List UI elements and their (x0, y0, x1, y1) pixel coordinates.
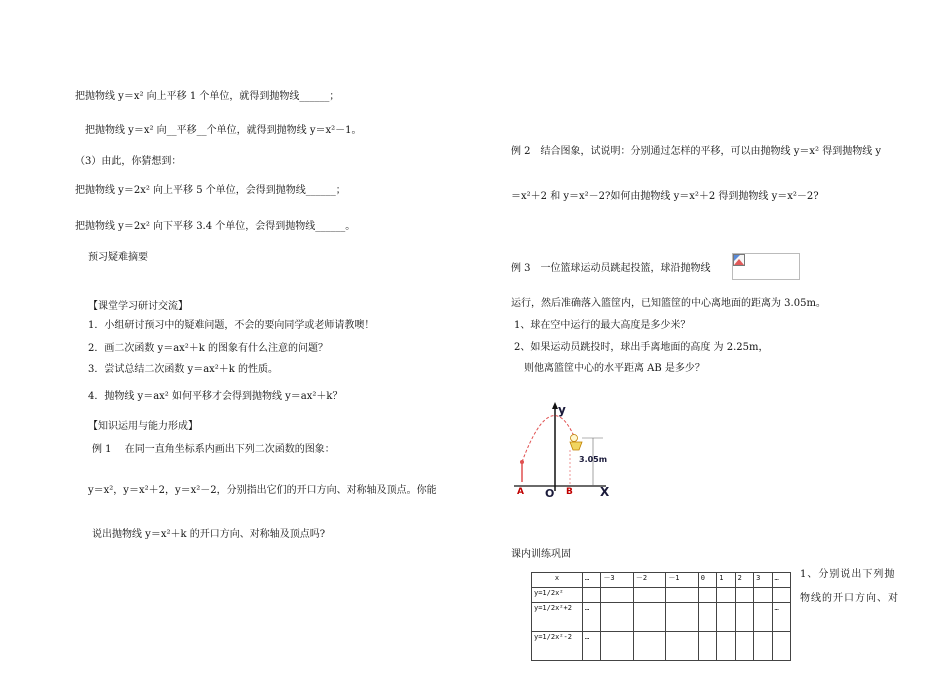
table-cell (666, 603, 698, 632)
y-axis-label: y (558, 403, 566, 417)
section-knowledge-apply: 【知识运用与能力形成】 (88, 421, 198, 432)
table-cell (601, 588, 633, 603)
example-3-line-2: 运行，然后准确落入篮筐内，已知篮筐的中心离地面的距离为 3.05m。 (511, 298, 826, 309)
example-1-tail: 说出抛物线 y＝x²＋k 的开口方向、对称轴及顶点吗? (92, 529, 326, 540)
example-1-body: y＝x²，y＝x²＋2，y＝x²－2，分别指出它们的开口方向、对称轴及顶点。你能 (88, 485, 437, 496)
table-cell (772, 588, 791, 603)
table-row-label: y=1/2x² (532, 588, 583, 603)
basketball-trajectory-figure (508, 398, 618, 503)
table-row (532, 603, 791, 632)
table-row (532, 588, 791, 603)
values-table (531, 572, 791, 661)
preview-summary: 预习疑难摘要 (88, 252, 148, 263)
table-header-cell: x (532, 573, 583, 588)
section-class-exchange: 【课堂学习研讨交流】 (88, 301, 188, 312)
example-3-question-3: 则他离篮筐中心的水平距离 AB 是多少？ (524, 363, 705, 374)
question-2: 2．画二次函数 y＝ax²＋k 的图象有什么注意的问题？ (88, 343, 329, 354)
table-cell (754, 632, 772, 661)
table-row-label: y=1/2x²-2 (532, 632, 583, 661)
text-line-2: 把抛物线 y＝x² 向__平移__个单位，就得到抛物线 y＝x²－1。 (85, 125, 362, 136)
table-cell (717, 588, 735, 603)
x-axis-label: X (600, 485, 610, 499)
example-2-line-1: 例 2 结合图象，试说明：分别通过怎样的平移，可以由抛物线 y＝x² 得到抛物线 y (511, 146, 882, 157)
origin-label: O (545, 487, 555, 500)
example-1-title: 例 1 在同一直角坐标系内画出下列二次函数的图象： (92, 444, 335, 455)
table-header-cell: … (583, 573, 601, 588)
question-4: 4．抛物线 y＝ax² 如何平移才会得到抛物线 y＝ax²＋k？ (88, 391, 343, 402)
table-cell (698, 632, 716, 661)
table-cell (754, 603, 772, 632)
table-header-cell: … (772, 573, 791, 588)
text-line-5: 把抛物线 y＝2x² 向下平移 3.4 个单位，会得到抛物线______。 (75, 221, 356, 232)
table-cell (666, 588, 698, 603)
table-row-label: y=1/2x²+2 (532, 603, 583, 632)
table-cell (735, 632, 753, 661)
table-header-cell: 3 (754, 573, 772, 588)
practice-title: 课内训练巩固 (511, 549, 571, 560)
practice-text-line-2: 物线的开口方向、对 (800, 593, 899, 604)
table-cell (633, 588, 665, 603)
text-line-1: 把抛物线 y＝x² 向上平移 1 个单位，就得到抛物线______； (75, 91, 340, 102)
table-header-cell: －3 (601, 573, 633, 588)
image-icon (733, 254, 745, 266)
example-2-line-2: ＝x²＋2 和 y＝x²－2?如何由抛物线 y＝x²＋2 得到抛物线 y＝x²－2? (511, 191, 819, 202)
point-a-label: A (517, 487, 524, 497)
point-b-label: B (566, 487, 573, 497)
table-cell (717, 632, 735, 661)
table-cell: … (583, 632, 601, 661)
basket-hoop (570, 442, 582, 450)
table-header-cell: 1 (717, 573, 735, 588)
question-1: 1．小组研讨预习中的疑难问题，不会的要向同学或老师请教噢！ (88, 320, 375, 331)
table-cell (583, 588, 601, 603)
table-cell (698, 603, 716, 632)
table-header-row (532, 573, 791, 588)
table-cell (735, 603, 753, 632)
text-line-4: 把抛物线 y＝2x² 向上平移 5 个单位，会得到抛物线______； (75, 185, 346, 196)
table-cell (666, 632, 698, 661)
table-header-cell: －1 (666, 573, 698, 588)
table-cell (717, 603, 735, 632)
height-label: 3.05m (579, 455, 608, 464)
example-3-question-2: 2、如果运动员跳投时，球出手离地面的高度 为 2.25m， (514, 342, 769, 353)
parabola-curve (522, 416, 578, 462)
table-cell (772, 632, 791, 661)
practice-text-line-1: 1、分别说出下列抛 (800, 569, 896, 580)
question-3: 3．尝试总结二次函数 y＝ax²＋k 的性质。 (88, 364, 279, 375)
table-header-cell: 0 (698, 573, 716, 588)
table-cell (754, 588, 772, 603)
table-cell: … (772, 603, 791, 632)
table-cell (633, 632, 665, 661)
embedded-image-placeholder (732, 253, 800, 280)
table-cell (698, 588, 716, 603)
table-header-cell: 2 (735, 573, 753, 588)
text-line-3: （3）由此，你猜想到： (75, 156, 182, 167)
table-cell (633, 603, 665, 632)
table-cell (601, 632, 633, 661)
table-header-cell: －2 (633, 573, 665, 588)
table-cell: … (583, 603, 601, 632)
ball-icon (571, 435, 578, 442)
table-cell (735, 588, 753, 603)
table-row (532, 632, 791, 661)
ball-start (520, 460, 524, 464)
table-cell (601, 603, 633, 632)
example-3-question-1: 1、球在空中运行的最大高度是多少米？ (514, 320, 691, 331)
example-3-line-1: 例 3 一位篮球运动员跳起投篮，球沿抛物线 (511, 263, 711, 274)
